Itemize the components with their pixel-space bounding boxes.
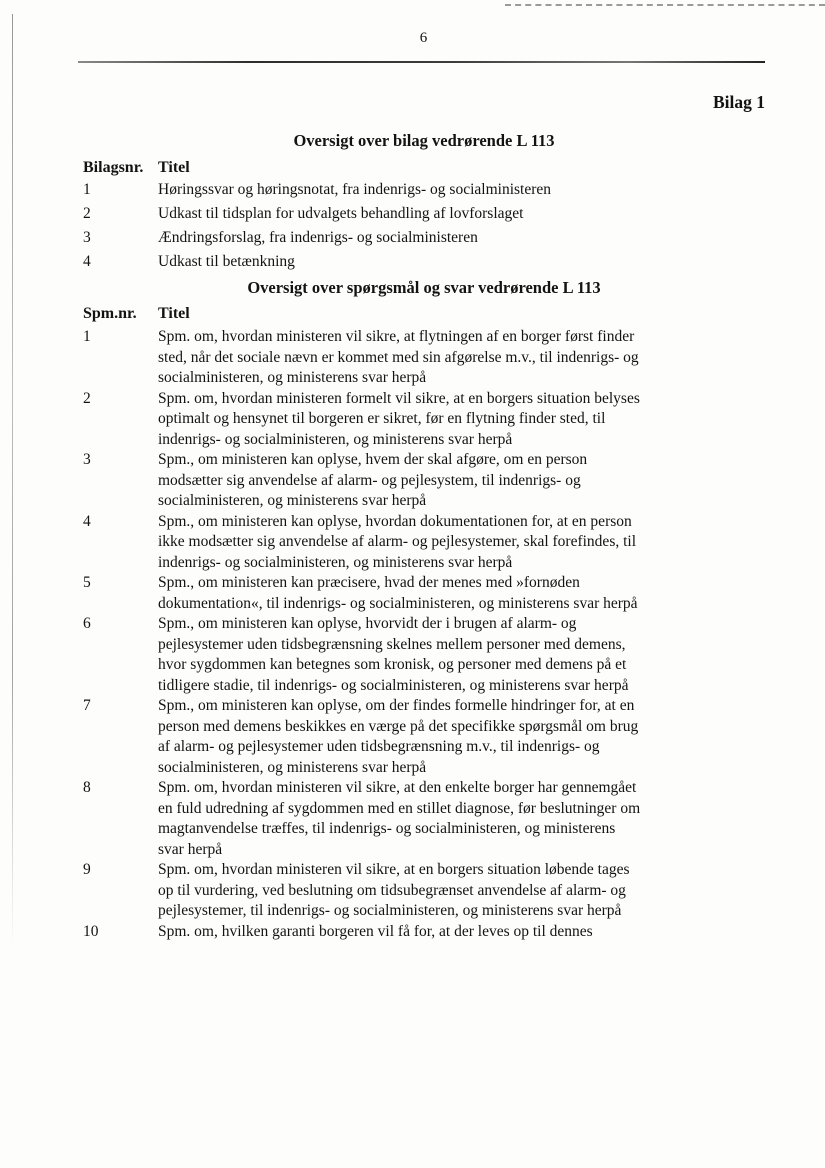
table-row xyxy=(83,696,765,778)
row-title: Udkast til tidsplan for udvalgets behandling af lovforslaget xyxy=(158,205,524,222)
row-title: Udkast til betænkning xyxy=(158,253,295,270)
table-row xyxy=(83,512,765,574)
table-row xyxy=(83,327,765,389)
table-row xyxy=(83,202,765,226)
row-number: 5 xyxy=(83,574,91,591)
table-row xyxy=(83,226,765,250)
column-header-titel: Titel xyxy=(158,159,190,176)
page-content xyxy=(83,30,765,942)
row-title: Spm. om, hvordan ministeren formelt vil sikre, at en borgers situation belyses optimalt og hensynet til borgeren er sikret, før en flytning finder sted, til indenrigs- og socialministeren, og ministerens svar herpå xyxy=(158,389,640,448)
spm-table-rows xyxy=(83,327,765,942)
row-title: Spm., om ministeren kan oplyse, om der findes formelle hindringer for, at en person med demens beskikkes en værge på det specifikke spørgsmål om brug af alarm- og pejlesystemer uden tidsbegrænsning m.v., til indenrigs- og socialministeren, og ministerens svar herpå xyxy=(158,697,639,776)
table-row xyxy=(83,178,765,202)
row-number: 3 xyxy=(83,451,91,468)
row-number: 6 xyxy=(83,615,91,632)
row-number: 4 xyxy=(83,253,91,270)
bilag-section-heading: Oversigt over bilag vedrørende L 113 xyxy=(293,131,555,150)
row-title: Spm. om, hvordan ministeren vil sikre, at flytningen af en borger først finder sted, når det sociale nævn er kommet med sin afgørelse m.v., til indenrigs- og socialministeren, og ministerens svar herpå xyxy=(158,328,639,386)
bilag-table-rows xyxy=(83,178,765,274)
column-header-titel: Titel xyxy=(158,305,190,322)
row-number: 7 xyxy=(83,697,91,714)
table-row xyxy=(83,860,765,922)
table-row xyxy=(83,778,765,860)
row-number: 2 xyxy=(83,205,91,222)
spm-section-heading: Oversigt over spørgsmål og svar vedrørende L 113 xyxy=(247,278,601,297)
column-header-bilagsnr: Bilagsnr. xyxy=(83,159,144,176)
table-row xyxy=(83,450,765,512)
row-title: Spm. om, hvilken garanti borgeren vil få for, at der leves op til dennes xyxy=(158,922,593,940)
page-number: 6 xyxy=(419,30,429,46)
scan-artifact-left-edge xyxy=(12,14,13,950)
bilag-table xyxy=(83,157,765,274)
table-row xyxy=(83,389,765,451)
row-number: 2 xyxy=(83,389,91,407)
spm-table-header xyxy=(83,303,765,324)
row-title: Spm. om, hvordan ministeren vil sikre, at den enkelte borger har gennemgået en fuld udredning af sygdommen med en stillet diagnose, før beslutninger om magtanvendelse træffes, til indenrigs- og socialministeren, og ministerens svar herpå xyxy=(158,779,641,858)
table-row xyxy=(83,250,765,274)
bilag-table-header xyxy=(83,157,765,178)
table-row xyxy=(83,573,765,614)
header-rule xyxy=(78,61,765,63)
scan-artifact-top-edge xyxy=(505,4,825,6)
row-title: Høringssvar og høringsnotat, fra indenrigs- og socialministeren xyxy=(158,181,552,198)
row-title: Spm., om ministeren kan præcisere, hvad der menes med »fornøden dokumentation«, til indenrigs- og socialministeren, og ministerens svar herpå xyxy=(158,574,638,612)
table-row xyxy=(83,922,765,943)
spm-table xyxy=(83,303,765,942)
row-title: Spm. om, hvordan ministeren vil sikre, at en borgers situation løbende tages op til vurdering, ved beslutning om tidsubegrænset anvendelse af alarm- og pejlesystemer, til indenrigs- og socialministeren, og ministerens svar herpå xyxy=(158,861,630,919)
row-title: Spm., om ministeren kan oplyse, hvorvidt der i brugen af alarm- og pejlesystemer uden tidsbegrænsning skelnes mellem personer med demens, hvor sygdommen kan betegnes som kronisk, og personer med demens på et tidligere stadie, til indenrigs- og socialministeren, og ministerens svar herpå xyxy=(158,615,629,694)
column-header-spmnr: Spm.nr. xyxy=(83,305,137,322)
table-row xyxy=(83,614,765,696)
row-number: 8 xyxy=(83,779,91,796)
row-number: 9 xyxy=(83,861,91,878)
row-title: Spm., om ministeren kan oplyse, hvem der skal afgøre, om en person modsætter sig anvendelse af alarm- og pejlesystem, til indenrigs- og socialministeren, og ministerens svar herpå xyxy=(158,451,588,509)
row-number: 4 xyxy=(83,512,91,530)
row-number: 3 xyxy=(83,229,91,246)
row-title: Spm., om ministeren kan oplyse, hvordan dokumentationen for, at en person ikke modsætter sig anvendelse af alarm- og pejlesystemer, skal forefindes, til indenrigs- og socialministeren, og ministerens svar herpå xyxy=(158,512,637,571)
row-number: 1 xyxy=(83,328,91,345)
annex-label: Bilag 1 xyxy=(712,92,765,112)
row-title: Ændringsforslag, fra indenrigs- og socialministeren xyxy=(158,229,478,246)
row-number: 10 xyxy=(83,922,99,940)
row-number: 1 xyxy=(83,181,91,198)
